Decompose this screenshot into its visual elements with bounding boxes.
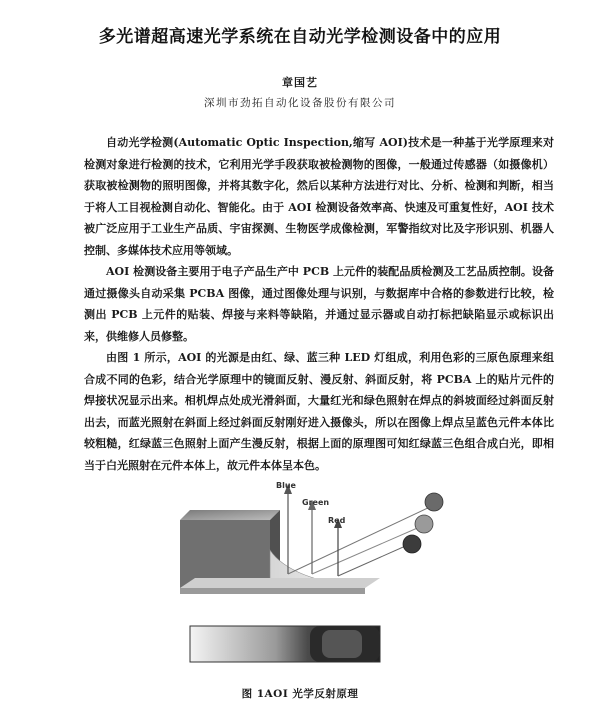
author-name: 章国艺: [282, 76, 318, 89]
paragraph-1: 自动光学检测(Automatic Optic Inspection,缩写 AOI)技术是一种基于光学原理来对检测对象进行检测的技术，它利用光学手段获取被检测物的图像，一般通过传感器（如摄像机）获取被检测物的照明图像，并将其数字化，然后以某种方法进行对比、分析、检测和判断，相当于将人工目视检测自动化、智能化。由于 AOI 检测设备效率高、快速及可重复性好，AOI 技术被广泛应用于工业生产品质、宇宙探测、生物医学成像检测，军警指纹对比及字形识别、机器人控制、多媒体技术应用等领域。: [84, 136, 554, 257]
component-block: [180, 510, 280, 588]
paper-title: 多光谱超高速光学系统在自动光学检测设备中的应用: [98, 27, 502, 47]
result-image-bar: [190, 626, 380, 662]
bar-joint-highlight: [322, 630, 362, 658]
author-affiliation: 深圳市劲拓自动化设备股份有限公司: [204, 97, 396, 109]
blue-label: Blue: [276, 481, 296, 490]
pad-surface: [180, 578, 380, 588]
green-light-path: [308, 500, 422, 574]
body-text: [84, 132, 554, 476]
blue-led-icon: [425, 493, 443, 511]
green-led-icon: [415, 515, 433, 533]
aoi-reflection-figure: [160, 480, 460, 676]
paragraph-2: AOI 检测设备主要用于电子产品生产中 PCB 上元件的装配品质检测及工艺品质控制。设备通过摄像头自动采集 PCBA 图像，通过图像处理与识别，与数据库中合格的参数进行比较，检测出 PCB 上元件的贴装、焊接与来料等缺陷，并通过显示器或自动打标把缺陷显示或标识出来，供维修人员修整。: [84, 265, 554, 343]
figure-caption: 图 1AOI 光学反射原理: [241, 688, 359, 700]
paragraph-3: 由图 1 所示，AOI 的光源是由红、绿、蓝三种 LED 灯组成，利用色彩的三原色原理来组合成不同的色彩，结合光学原理中的镜面反射、漫反射、斜面反射，将 PCBA 上的贴片元件的焊接状况显示出来。相机焊点处成光滑斜面，大量红光和绿色照射在焊点的斜坡面经过斜面反射出去，而蓝光照射在斜面上经过斜面反射刚好进入摄像头，所以在图像上焊点呈蓝色元件本体比较粗糙，红绿蓝三色照射上面产生漫反射，根据上面的原理图可知红绿蓝三色组合成白光，即相当于白光照射在元件本体上，故元件本体呈本色。: [84, 351, 554, 472]
red-label: Red: [328, 516, 346, 525]
green-label: Green: [302, 498, 330, 507]
red-incident-ray: [338, 544, 410, 576]
block-top-face: [180, 510, 280, 520]
red-led-icon: [403, 535, 421, 553]
block-front-face: [180, 520, 270, 588]
pad-edge: [180, 588, 365, 594]
